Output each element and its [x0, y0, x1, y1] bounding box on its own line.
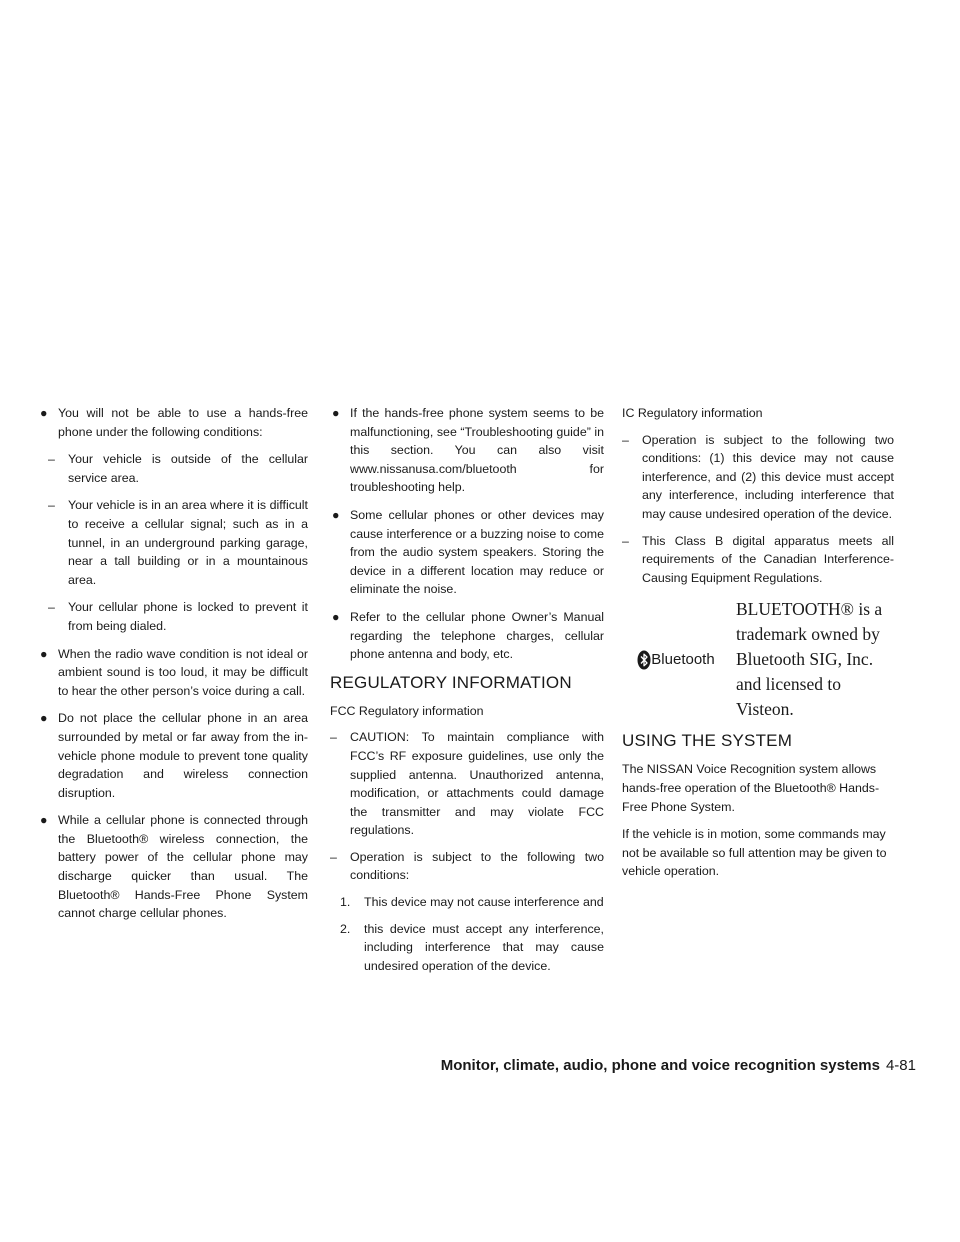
paragraph: The NISSAN Voice Recognition system allows hands-free operation of the Bluetooth® Hands-Free Phone System.: [622, 762, 880, 814]
bluetooth-wordmark: Bluetooth: [651, 650, 715, 668]
sub-item: [38, 496, 308, 589]
dash-item: [622, 431, 894, 524]
bullet-text: When the radio wave condition is not ideal or ambient sound is too loud, it may be difficult to hear the other person’s voice during a call.: [58, 646, 308, 698]
dash-icon: –: [48, 600, 55, 615]
bullet-icon: ●: [332, 609, 340, 624]
bullet-text: Some cellular phones or other devices may cause interference or a buzzing noise to come from the audio system speakers. Storing the device in a different location may reduce or eliminate the noise.: [350, 507, 604, 597]
numbered-text: this device must accept any interference, including interference that may cause undesired operation of the device.: [364, 921, 604, 973]
trademark-notice: BLUETOOTH® is a trademark owned by Bluetooth SIG, Inc. and licensed to Visteon.: [736, 599, 883, 720]
section-heading-regulatory: REGULATORY INFORMATION: [330, 672, 572, 692]
bullet-icon: ●: [40, 646, 48, 661]
bluetooth-icon: [637, 650, 651, 670]
bullet-item: [330, 404, 604, 497]
numbered-item: [330, 920, 604, 976]
number-marker: 1.: [340, 895, 351, 910]
bullet-text: You will not be able to use a hands-free phone under the following conditions:: [58, 406, 308, 439]
fcc-label: FCC Regulatory information: [330, 703, 484, 718]
numbered-text: This device may not cause interference and: [364, 895, 604, 910]
bullet-item: [330, 506, 604, 599]
sub-item: [38, 598, 308, 635]
dash-text: Operation is subject to the following two conditions:: [350, 849, 604, 883]
bullet-text: Do not place the cellular phone in an area surrounded by metal or far away from the in-vehicle phone module to prevent tone quality degradation and wireless connection disruption.: [58, 711, 308, 800]
ic-label: IC Regulatory information: [622, 406, 763, 420]
dash-item: [330, 848, 604, 885]
section-heading-using: USING THE SYSTEM: [622, 731, 793, 751]
dash-text: Operation is subject to the following two conditions: (1) this device may not cause interference, and (2) this device must accept any interference, including interference that may cause undesired operation of the device.: [642, 432, 894, 521]
bullet-item: [38, 645, 308, 701]
column-3: [622, 404, 894, 890]
bullet-icon: ●: [40, 813, 48, 828]
bullet-icon: ●: [332, 507, 340, 522]
dash-text: This Class B digital apparatus meets all requirements of the Canadian Interference-Causing Equipment Regulations.: [642, 533, 894, 585]
dash-item: [330, 728, 604, 840]
bullet-item: [38, 404, 308, 441]
page-footer: [441, 1057, 916, 1075]
dash-icon: –: [48, 452, 55, 467]
dash-icon: –: [330, 730, 337, 745]
sub-text: Your vehicle is outside of the cellular service area.: [68, 452, 308, 485]
sub-item: [38, 450, 308, 487]
bluetooth-trademark-box: [622, 597, 894, 722]
bullet-icon: ●: [332, 406, 340, 420]
bullet-item: [330, 608, 604, 664]
sub-text: Your cellular phone is locked to prevent it from being dialed.: [68, 600, 308, 633]
number-marker: 2.: [340, 921, 351, 936]
paragraph: If the vehicle is in motion, some commands may not be available so full attention may be given to vehicle operation.: [622, 827, 887, 879]
sub-text: Your vehicle is in an area where it is difficult to receive a cellular signal; such as in a tunnel, in an underground parking garage, near a tall building or in a mountainous area.: [68, 498, 308, 587]
bullet-item: [38, 709, 308, 802]
bullet-text: Refer to the cellular phone Owner’s Manual regarding the telephone charges, cellular phone antenna and body, etc.: [350, 609, 604, 662]
numbered-item: [330, 893, 604, 912]
bullet-icon: ●: [40, 406, 48, 420]
dash-icon: –: [48, 498, 55, 513]
dash-item: [622, 532, 894, 588]
dash-icon: –: [330, 849, 337, 864]
bullet-text: While a cellular phone is connected through the Bluetooth® wireless connection, the battery power of the cellular phone may discharge quicker than usual. The Bluetooth® Hands-Free Phone System cannot charge cellular phones.: [58, 813, 308, 921]
bluetooth-logo: [622, 650, 730, 670]
bullet-text: If the hands-free phone system seems to be malfunctioning, see “Troubleshooting guide” in this section. You can also visit www.nissanusa.com/bluetooth for troubleshooting help.: [350, 406, 604, 495]
column-1: [38, 404, 308, 932]
dash-icon: –: [622, 533, 629, 548]
footer-title: Monitor, climate, audio, phone and voice recognition systems: [440, 1057, 880, 1074]
page-number: 4-81: [885, 1057, 916, 1074]
bullet-icon: ●: [40, 711, 48, 726]
bullet-item: [38, 811, 308, 923]
dash-text: CAUTION: To maintain compliance with FCC’s RF exposure guidelines, use only the supplied antenna. Unauthorized antenna, modification, or attachments could damage the transmitter and may violate FCC regulations.: [350, 730, 604, 838]
dash-icon: –: [622, 432, 629, 447]
column-2: [330, 404, 604, 983]
